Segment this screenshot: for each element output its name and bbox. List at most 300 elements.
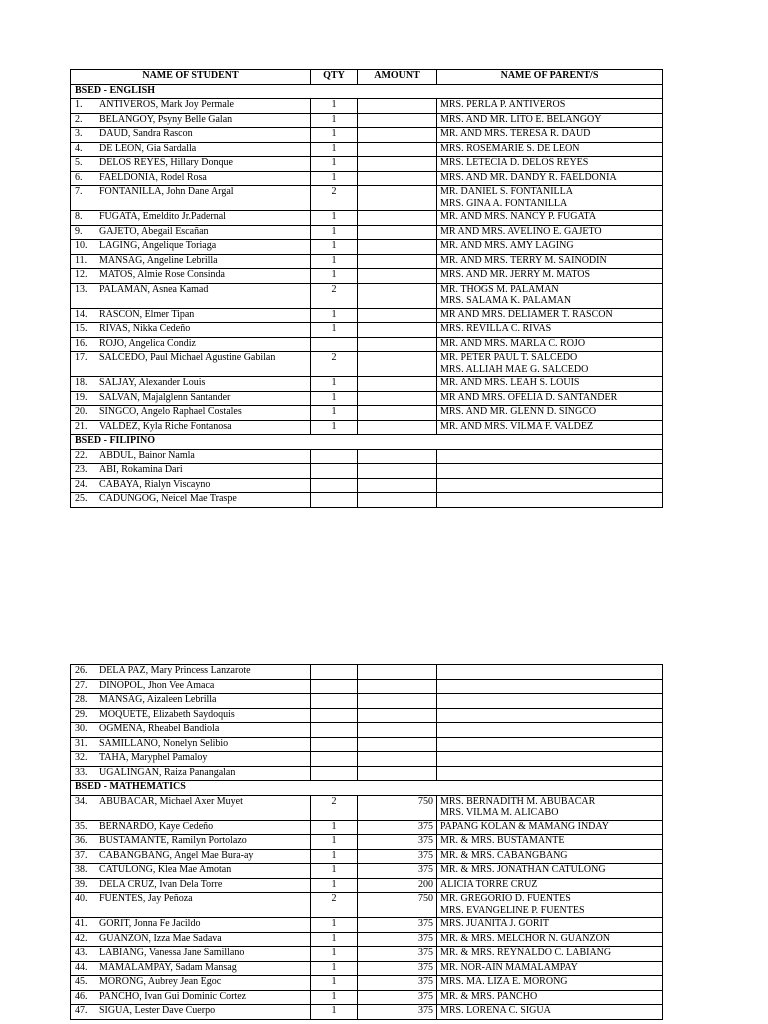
- parent-name: MR AND MRS. DELIAMER T. RASCON: [440, 308, 613, 320]
- row-number: 43.: [75, 947, 88, 958]
- parent-name: MR. GREGORIO D. FUENTES: [440, 893, 571, 904]
- table-row: [71, 932, 663, 947]
- amount-cell: 375: [358, 835, 437, 850]
- parents-cell: [437, 225, 663, 240]
- parents-cell: [437, 377, 663, 392]
- row-number: 2.: [75, 113, 83, 125]
- amount-cell: [358, 283, 437, 308]
- table-row: [71, 113, 663, 128]
- table-row: [71, 211, 663, 226]
- parents-cell: [437, 142, 663, 157]
- row-number: 42.: [75, 932, 88, 944]
- student-name-cell: [71, 849, 311, 864]
- student-name-cell: [71, 493, 311, 508]
- student-name-cell: [71, 708, 311, 723]
- qty-cell: 1: [311, 391, 358, 406]
- student-name-cell: [71, 1005, 311, 1020]
- amount-cell: 750: [358, 893, 437, 918]
- student-name-cell: [71, 420, 311, 435]
- student-name: DELA PAZ, Mary Princess Lanzarote: [99, 665, 251, 676]
- table-row: [71, 99, 663, 114]
- student-name-cell: [71, 186, 311, 211]
- amount-cell: [358, 708, 437, 723]
- student-name: MANSAG, Aizaleen Lebrilla: [99, 694, 217, 705]
- student-name-cell: [71, 478, 311, 493]
- table-row: [71, 961, 663, 976]
- student-name: MAMALAMPAY, Sadam Mansag: [99, 961, 237, 973]
- student-name-cell: [71, 269, 311, 284]
- student-name: FUGATA, Emeldito Jr.Padernal: [99, 211, 226, 222]
- parent-name: MR. & MRS. JONATHAN CATULONG: [440, 864, 606, 875]
- section-header-row: [71, 781, 663, 796]
- student-name: PALAMAN, Asnea Kamad: [99, 283, 209, 295]
- amount-cell: [358, 211, 437, 226]
- qty-cell: 1: [311, 976, 358, 991]
- parent-name: MRS. ROSEMARIE S. DE LEON: [440, 142, 580, 154]
- qty-cell: [311, 478, 358, 493]
- row-number: 39.: [75, 878, 88, 890]
- table-header-row: [71, 70, 663, 85]
- table-row: [71, 352, 663, 377]
- amount-cell: [358, 766, 437, 781]
- qty-cell: [311, 708, 358, 723]
- row-number: 32.: [75, 752, 88, 763]
- table-row: [71, 449, 663, 464]
- table-row: [71, 493, 663, 508]
- parents-cell: [437, 947, 663, 962]
- section-label: BSED - ENGLISH: [71, 84, 663, 99]
- table-row: [71, 157, 663, 172]
- row-number: 23.: [75, 464, 88, 475]
- parent-name: MR. & MRS. MELCHOR N. GUANZON: [440, 932, 611, 944]
- qty-cell: 1: [311, 932, 358, 947]
- table-row: [71, 478, 663, 493]
- row-number: 45.: [75, 976, 88, 987]
- parent-name: MRS. JUANITA J. GORIT: [440, 918, 549, 929]
- qty-cell: [311, 665, 358, 680]
- student-name: ANTIVEROS, Mark Joy Permale: [99, 99, 234, 110]
- qty-cell: 1: [311, 961, 358, 976]
- table-row: [71, 864, 663, 879]
- amount-cell: 375: [358, 947, 437, 962]
- row-number: 3.: [75, 128, 83, 139]
- student-name-cell: [71, 391, 311, 406]
- amount-cell: [358, 337, 437, 352]
- qty-cell: 1: [311, 308, 358, 323]
- parents-cell: [437, 352, 663, 377]
- parents-cell: [437, 254, 663, 269]
- row-number: 20.: [75, 406, 88, 417]
- table-row: [71, 766, 663, 781]
- student-name-cell: [71, 665, 311, 680]
- qty-cell: 1: [311, 420, 358, 435]
- parent-name: MR AND MRS. OFELIA D. SANTANDER: [440, 391, 618, 403]
- student-name-cell: [71, 377, 311, 392]
- student-name-cell: [71, 308, 311, 323]
- qty-cell: 1: [311, 323, 358, 338]
- student-name-cell: [71, 679, 311, 694]
- amount-cell: [358, 186, 437, 211]
- student-name: BUSTAMANTE, Ramilyn Portolazo: [99, 835, 247, 846]
- parents-cell: [437, 976, 663, 991]
- parent-name: MR. THOGS M. PALAMAN: [440, 283, 559, 295]
- student-name-cell: [71, 918, 311, 933]
- table-row: [71, 420, 663, 435]
- table-row: [71, 171, 663, 186]
- qty-cell: [311, 493, 358, 508]
- parents-cell: [437, 420, 663, 435]
- parents-cell: [437, 113, 663, 128]
- student-name: BELANGOY, Psyny Belle Galan: [99, 113, 233, 125]
- parent-name: MR. PETER PAUL T. SALCEDO: [440, 352, 578, 363]
- student-name-cell: [71, 864, 311, 879]
- qty-cell: 2: [311, 893, 358, 918]
- parent-name: MR. & MRS. BUSTAMANTE: [440, 835, 565, 846]
- amount-cell: [358, 113, 437, 128]
- row-number: 13.: [75, 283, 88, 295]
- parent-name: MR. AND MRS. MARLA C. ROJO: [440, 337, 586, 349]
- parents-cell: [437, 406, 663, 421]
- qty-cell: [311, 766, 358, 781]
- student-name: GORIT, Jonna Fe Jacildo: [99, 918, 201, 929]
- amount-cell: [358, 225, 437, 240]
- parent-name: MRS. MA. LIZA E. MORONG: [440, 976, 568, 987]
- amount-cell: [358, 478, 437, 493]
- amount-cell: [358, 737, 437, 752]
- qty-cell: 1: [311, 171, 358, 186]
- amount-cell: [358, 142, 437, 157]
- student-name-cell: [71, 737, 311, 752]
- parents-cell: [437, 932, 663, 947]
- amount-cell: 375: [358, 1005, 437, 1020]
- qty-cell: 1: [311, 849, 358, 864]
- row-number: 29.: [75, 708, 88, 720]
- row-number: 5.: [75, 157, 83, 168]
- row-number: 26.: [75, 665, 88, 676]
- student-name-cell: [71, 464, 311, 479]
- parents-cell: [437, 308, 663, 323]
- row-number: 9.: [75, 225, 83, 237]
- parent-name: MRS. AND MR. LITO E. BELANGOY: [440, 113, 602, 125]
- qty-cell: 1: [311, 918, 358, 933]
- parent-name: MRS. PERLA P. ANTIVEROS: [440, 99, 566, 110]
- row-number: 31.: [75, 737, 88, 749]
- student-name: DE LEON, Gia Sardalla: [99, 142, 197, 154]
- row-number: 28.: [75, 694, 88, 705]
- qty-cell: 1: [311, 113, 358, 128]
- table-row: [71, 947, 663, 962]
- parents-cell: [437, 835, 663, 850]
- amount-cell: [358, 723, 437, 738]
- student-name-cell: [71, 157, 311, 172]
- student-name: CABAYA, Rialyn Viscayno: [99, 478, 211, 490]
- qty-cell: [311, 723, 358, 738]
- amount-cell: [358, 171, 437, 186]
- parent-name: MRS. REVILLA C. RIVAS: [440, 323, 552, 334]
- student-name: SIGUA, Lester Dave Cuerpo: [99, 1005, 216, 1016]
- student-name-cell: [71, 283, 311, 308]
- student-name-cell: [71, 211, 311, 226]
- header-name-of-student: NAME OF STUDENT: [71, 70, 311, 85]
- section-header-row: [71, 435, 663, 450]
- student-name-cell: [71, 976, 311, 991]
- amount-cell: 375: [358, 864, 437, 879]
- table-row: [71, 849, 663, 864]
- row-number: 41.: [75, 918, 88, 929]
- qty-cell: 2: [311, 352, 358, 377]
- parent-name: MRS. AND MR. JERRY M. MATOS: [440, 269, 591, 280]
- row-number: 25.: [75, 493, 88, 504]
- parents-cell: [437, 990, 663, 1005]
- table-row: [71, 694, 663, 709]
- table-row: [71, 878, 663, 893]
- student-name-cell: [71, 240, 311, 255]
- student-name: DELOS REYES, Hillary Donque: [99, 157, 233, 168]
- table-row: [71, 308, 663, 323]
- parents-cell: [437, 240, 663, 255]
- student-name: FAELDONIA, Rodel Rosa: [99, 171, 207, 183]
- amount-cell: 375: [358, 961, 437, 976]
- table-row: [71, 337, 663, 352]
- table-row: [71, 665, 663, 680]
- parents-cell: [437, 820, 663, 835]
- parents-cell: [437, 449, 663, 464]
- parent-name: MRS. LETECIA D. DELOS REYES: [440, 157, 589, 168]
- amount-cell: [358, 406, 437, 421]
- table-row: [71, 406, 663, 421]
- parents-cell: [437, 186, 663, 211]
- row-number: 15.: [75, 323, 88, 334]
- amount-cell: [358, 420, 437, 435]
- parents-cell: [437, 864, 663, 879]
- student-name: ROJO, Angelica Condiz: [99, 337, 196, 349]
- parent-name: MR. AND MRS. TERRY M. SAINODIN: [440, 254, 607, 266]
- student-name: SALCEDO, Paul Michael Agustine Gabilan: [99, 352, 276, 363]
- amount-cell: [358, 679, 437, 694]
- student-name: DAUD, Sandra Rascon: [99, 128, 193, 139]
- row-number: 8.: [75, 211, 83, 222]
- student-name-cell: [71, 99, 311, 114]
- table-row: [71, 377, 663, 392]
- header-name-of-parents: NAME OF PARENT/S: [437, 70, 663, 85]
- parent-name: MRS. EVANGELINE P. FUENTES: [440, 904, 585, 916]
- parent-name: MR. & MRS. CABANGBANG: [440, 849, 568, 861]
- parents-cell: [437, 679, 663, 694]
- parents-cell: [437, 878, 663, 893]
- student-table-page-2: [70, 664, 663, 1020]
- student-name-cell: [71, 752, 311, 767]
- table-row: [71, 225, 663, 240]
- row-number: 19.: [75, 391, 88, 403]
- header-amount: AMOUNT: [358, 70, 437, 85]
- table-row: [71, 254, 663, 269]
- parents-cell: [437, 99, 663, 114]
- qty-cell: [311, 464, 358, 479]
- amount-cell: 200: [358, 878, 437, 893]
- qty-cell: 1: [311, 99, 358, 114]
- student-name-cell: [71, 171, 311, 186]
- parent-name: MR. NOR-AIN MAMALAMPAY: [440, 961, 578, 973]
- amount-cell: [358, 157, 437, 172]
- row-number: 6.: [75, 171, 83, 183]
- student-name: LABIANG, Vanessa Jane Samillano: [99, 947, 245, 958]
- table-row: [71, 990, 663, 1005]
- student-name: TAHA, Maryphel Pamaloy: [99, 752, 208, 763]
- parents-cell: [437, 893, 663, 918]
- row-number: 18.: [75, 377, 88, 388]
- amount-cell: 750: [358, 795, 437, 820]
- parents-cell: [437, 752, 663, 767]
- amount-cell: [358, 665, 437, 680]
- table-row: [71, 723, 663, 738]
- parents-cell: [437, 464, 663, 479]
- row-number: 17.: [75, 352, 88, 363]
- qty-cell: 1: [311, 406, 358, 421]
- table-row: [71, 918, 663, 933]
- amount-cell: [358, 449, 437, 464]
- parents-cell: [437, 665, 663, 680]
- student-name: MATOS, Almie Rose Consinda: [99, 269, 225, 280]
- amount-cell: 375: [358, 932, 437, 947]
- parents-cell: [437, 337, 663, 352]
- parent-name: MRS. ALLIAH MAE G. SALCEDO: [440, 363, 589, 375]
- parents-cell: [437, 795, 663, 820]
- qty-cell: 2: [311, 186, 358, 211]
- table-row: [71, 464, 663, 479]
- qty-cell: [311, 694, 358, 709]
- qty-cell: 1: [311, 1005, 358, 1020]
- qty-cell: 1: [311, 269, 358, 284]
- amount-cell: 375: [358, 849, 437, 864]
- section-label: BSED - MATHEMATICS: [71, 781, 663, 796]
- student-table-page-1: [70, 69, 663, 508]
- parents-cell: [437, 128, 663, 143]
- table-row: [71, 1005, 663, 1020]
- student-name-cell: [71, 254, 311, 269]
- parents-cell: [437, 708, 663, 723]
- parents-cell: [437, 283, 663, 308]
- qty-cell: 1: [311, 157, 358, 172]
- parent-name: ALICIA TORRE CRUZ: [440, 878, 538, 890]
- parents-cell: [437, 849, 663, 864]
- row-number: 46.: [75, 990, 88, 1002]
- row-number: 35.: [75, 820, 88, 832]
- student-name: LAGING, Angelique Toriaga: [99, 240, 217, 251]
- parents-cell: [437, 323, 663, 338]
- parents-cell: [437, 391, 663, 406]
- qty-cell: 2: [311, 795, 358, 820]
- qty-cell: [311, 752, 358, 767]
- parents-cell: [437, 723, 663, 738]
- row-number: 34.: [75, 795, 88, 807]
- table-row: [71, 820, 663, 835]
- row-number: 21.: [75, 420, 88, 432]
- amount-cell: [358, 694, 437, 709]
- student-name: ABUBACAR, Michael Axer Muyet: [99, 795, 243, 807]
- parent-name: MRS. AND MR. DANDY R. FAELDONIA: [440, 171, 617, 183]
- table-row: [71, 976, 663, 991]
- qty-cell: 1: [311, 947, 358, 962]
- row-number: 7.: [75, 186, 83, 197]
- section-header-row: [71, 84, 663, 99]
- parent-name: MR AND MRS. AVELINO E. GAJETO: [440, 225, 602, 237]
- table-row: [71, 752, 663, 767]
- qty-cell: [311, 679, 358, 694]
- table-row: [71, 142, 663, 157]
- student-name: CABANGBANG, Angel Mae Bura-ay: [99, 849, 254, 861]
- amount-cell: 375: [358, 990, 437, 1005]
- row-number: 38.: [75, 864, 88, 875]
- row-number: 30.: [75, 723, 88, 734]
- student-name: GAJETO, Abegail Escañan: [99, 225, 209, 237]
- parent-name: PAPANG KOLAN & MAMANG INDAY: [440, 820, 609, 832]
- parents-cell: [437, 478, 663, 493]
- row-number: 36.: [75, 835, 88, 846]
- parent-name: MRS. GINA A. FONTANILLA: [440, 197, 568, 209]
- qty-cell: 1: [311, 225, 358, 240]
- student-name: SALJAY, Alexander Louis: [99, 377, 206, 388]
- row-number: 24.: [75, 478, 88, 490]
- student-name-cell: [71, 961, 311, 976]
- table-body: [71, 84, 663, 507]
- table-row: [71, 240, 663, 255]
- student-name-cell: [71, 878, 311, 893]
- student-name: PANCHO, Ivan Gui Dominic Cortez: [99, 990, 247, 1002]
- student-name: MOQUETE, Elizabeth Saydoquis: [99, 708, 235, 720]
- table-row: [71, 835, 663, 850]
- qty-cell: [311, 337, 358, 352]
- parents-cell: [437, 1005, 663, 1020]
- parent-name: MR. AND MRS. AMY LAGING: [440, 240, 574, 251]
- parent-name: MR. AND MRS. LEAH S. LOUIS: [440, 377, 580, 388]
- table-row: [71, 186, 663, 211]
- student-name-cell: [71, 990, 311, 1005]
- student-name-cell: [71, 820, 311, 835]
- student-name: RASCON, Elmer Tipan: [99, 308, 195, 320]
- table-row: [71, 893, 663, 918]
- student-name: MORONG, Aubrey Jean Egoc: [99, 976, 222, 987]
- qty-cell: [311, 737, 358, 752]
- qty-cell: 2: [311, 283, 358, 308]
- amount-cell: [358, 308, 437, 323]
- qty-cell: 1: [311, 240, 358, 255]
- student-name-cell: [71, 449, 311, 464]
- parents-cell: [437, 171, 663, 186]
- parents-cell: [437, 961, 663, 976]
- table-row: [71, 708, 663, 723]
- amount-cell: 375: [358, 918, 437, 933]
- qty-cell: 1: [311, 990, 358, 1005]
- student-name-cell: [71, 323, 311, 338]
- student-name-cell: [71, 337, 311, 352]
- student-name: RIVAS, Nikka Cedeño: [99, 323, 191, 334]
- parents-cell: [437, 493, 663, 508]
- amount-cell: [358, 240, 437, 255]
- row-number: 4.: [75, 142, 83, 154]
- student-name: DINOPOL, Jhon Vee Amaca: [99, 679, 215, 691]
- student-name-cell: [71, 893, 311, 918]
- student-name-cell: [71, 835, 311, 850]
- row-number: 47.: [75, 1005, 88, 1016]
- amount-cell: [358, 352, 437, 377]
- table-row: [71, 323, 663, 338]
- student-name: MANSAG, Angeline Lebrilla: [99, 254, 218, 266]
- student-name-cell: [71, 406, 311, 421]
- amount-cell: [358, 391, 437, 406]
- parents-cell: [437, 269, 663, 284]
- qty-cell: 1: [311, 142, 358, 157]
- student-name-cell: [71, 113, 311, 128]
